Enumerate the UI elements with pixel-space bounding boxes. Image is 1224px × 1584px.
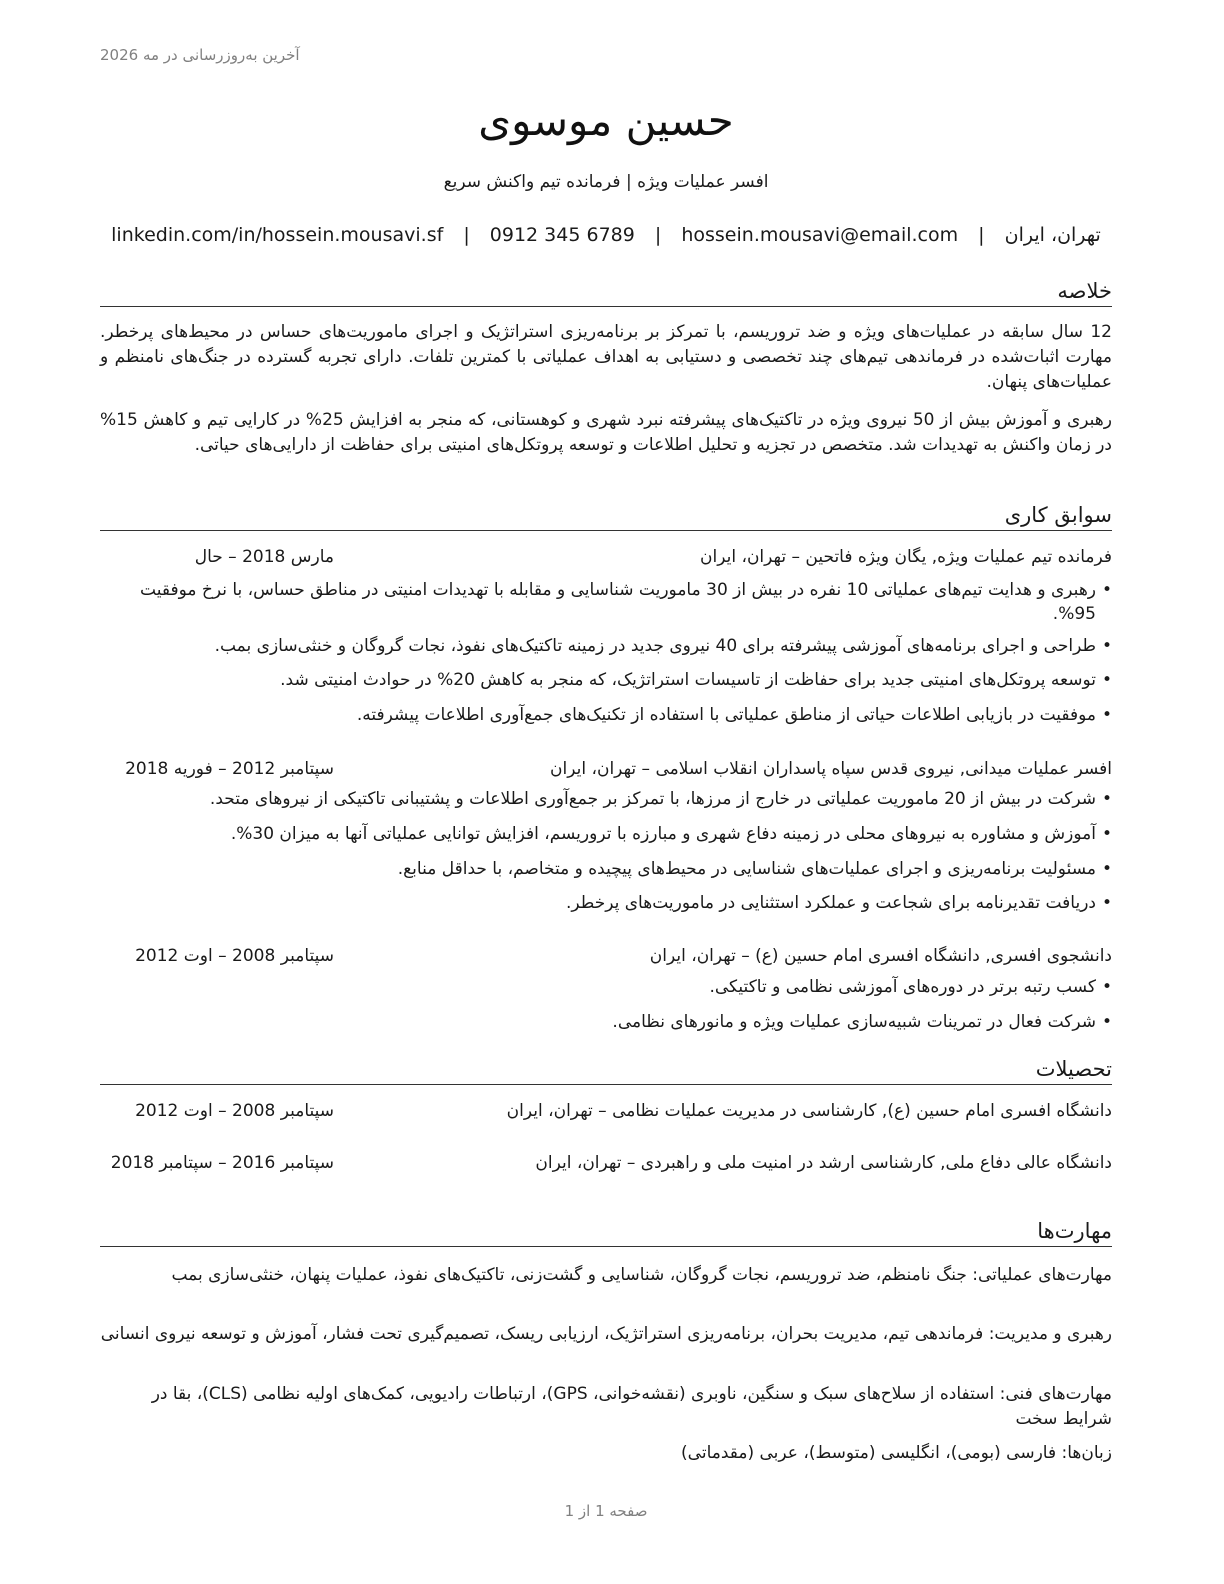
education-dates: سپتامبر 2008 – اوت 2012 xyxy=(135,1101,334,1121)
job-bullet: • شرکت فعال در تمرینات شبیه‌سازی عملیات ویژه و مانورهای نظامی. xyxy=(112,1010,1112,1034)
summary-paragraph: رهبری و آموزش بیش از 50 نیروی ویژه در تاکتیک‌های پیشرفته نبرد شهری و کوهستانی، که منجر به افزایش 25% در کارایی تیم و کاهش 15% در زمان واکنش به تهدیدات شد. متخصص در تجزیه و تحلیل اطلاعات و توسعه پروتکل‌های امنیتی برای حفاظت از دارایی‌های حیاتی. xyxy=(100,410,1112,455)
job-bullet: • آموزش و مشاوره به نیروهای محلی در زمینه دفاع شهری و مبارزه با تروریسم، افزایش توانایی عملیاتی آنها به میزان 30%. xyxy=(112,822,1112,846)
job-bullet: • رهبری و هدایت تیم‌های عملیاتی 10 نفره در بیش از 30 ماموریت شناسایی و مقابله با تهدیدات امنیتی در مناطق حساس، با نرخ موفقیت 95%. xyxy=(112,578,1112,626)
job-dates: سپتامبر 2012 – فوریه 2018 xyxy=(125,759,334,779)
job-bullet: • توسعه پروتکل‌های امنیتی جدید برای حفاظت از تاسیسات استراتژیک، که منجر به کاهش 20% در حوادث امنیتی شد. xyxy=(112,668,1112,692)
contact-location: تهران، ایران xyxy=(1004,224,1101,246)
job-subtitle: افسر عملیات ویژه | فرمانده تیم واکنش سریع xyxy=(443,172,769,192)
job-title: افسر عملیات میدانی, نیروی قدس سپاه پاسداران انقلاب اسلامی – تهران، ایران xyxy=(550,759,1112,779)
education-dates: سپتامبر 2016 – سپتامبر 2018 xyxy=(110,1153,334,1173)
job-bullet: • دریافت تقدیرنامه برای شجاعت و عملکرد استثنایی در ماموریت‌های پرخطر. xyxy=(112,891,1112,915)
job-bullet: • مسئولیت برنامه‌ریزی و اجرای عملیات‌های شناسایی در محیط‌های پیچیده و متخاصم، با حداقل منابع. xyxy=(112,857,1112,881)
job-title: دانشجوی افسری, دانشگاه افسری امام حسین (ع) – تهران، ایران xyxy=(649,946,1112,966)
page-number: صفحه 1 از 1 xyxy=(564,1502,648,1520)
skill-line: مهارت‌های فنی: استفاده از سلاح‌های سبک و سنگین، ناوبری (نقشه‌خوانی، GPS)، ارتباطات رادیویی، کمک‌های اولیه نظامی (CLS)، بقا در شرایط سخت xyxy=(151,1384,1112,1429)
contact-separator: | xyxy=(978,224,985,246)
contact-separator: | xyxy=(463,224,470,246)
skill-line: مهارت‌های عملیاتی: جنگ نامنظم، ضد تروریسم، نجات گروگان، شناسایی و گشت‌زنی، تاکتیک‌های نفوذ، عملیات پنهان، خنثی‌سازی بمب xyxy=(171,1265,1112,1285)
education-title: دانشگاه عالی دفاع ملی, کارشناسی ارشد در امنیت ملی و راهبردی – تهران، ایران xyxy=(535,1153,1112,1173)
section-title-education: تحصیلات xyxy=(100,1056,1112,1085)
job-dates: سپتامبر 2008 – اوت 2012 xyxy=(135,946,334,966)
contact-phone[interactable]: 0912 345 6789 xyxy=(489,224,635,246)
job-bullet: • موفقیت در بازیابی اطلاعات حیاتی از مناطق عملیاتی با استفاده از تکنیک‌های جمع‌آوری اطلاعات پیشرفته. xyxy=(112,703,1112,727)
job-title: فرمانده تیم عملیات ویژه, یگان ویژه فاتحین – تهران، ایران xyxy=(700,547,1112,567)
summary-paragraph: 12 سال سابقه در عملیات‌های ویژه و ضد تروریسم، با تمرکز بر برنامه‌ریزی استراتژیک و اجرای ماموریت‌های حساس در محیط‌های پرخطر. مهارت اثبات‌شده در فرماندهی تیم‌های چند تخصصی و دستیابی به اهداف عملیاتی با کمترین تلفات. دارای تجربه گسترده در جنگ‌های نامنظم و عملیات‌های پنهان. xyxy=(100,322,1112,392)
contact-email[interactable]: hossein.mousavi@email.com xyxy=(681,224,959,246)
contact-linkedin[interactable]: linkedin.com/in/hossein.mousavi.sf xyxy=(111,224,444,246)
skill-line: رهبری و مدیریت: فرماندهی تیم، مدیریت بحران، برنامه‌ریزی استراتژیک، ارزیابی ریسک، تصمیم‌گیری تحت فشار، آموزش و توسعه نیروی انسانی xyxy=(100,1324,1112,1344)
job-dates: مارس 2018 – حال xyxy=(194,547,334,567)
resume-page xyxy=(100,0,1112,1584)
contact-line xyxy=(100,224,1112,246)
section-title-skills: مهارت‌ها xyxy=(100,1218,1112,1247)
section-title-experience: سوابق کاری xyxy=(100,502,1112,531)
job-bullet: • طراحی و اجرای برنامه‌های آموزشی پیشرفته برای 40 نیروی جدید در زمینه تاکتیک‌های نفوذ، نجات گروگان و خنثی‌سازی بمب. xyxy=(112,634,1112,658)
skill-line: زبان‌ها: فارسی (بومی)، انگلیسی (متوسط)، عربی (مقدماتی) xyxy=(681,1443,1112,1463)
education-title: دانشگاه افسری امام حسین (ع), کارشناسی در مدیریت عملیات نظامی – تهران، ایران xyxy=(506,1101,1112,1121)
candidate-name: حسین موسوی xyxy=(478,96,734,145)
job-bullet: • کسب رتبه برتر در دوره‌های آموزشی نظامی و تاکتیکی. xyxy=(112,975,1112,999)
job-bullet: • شرکت در بیش از 20 ماموریت عملیاتی در خارج از مرزها، با تمرکز بر جمع‌آوری اطلاعات و پشتیبانی تاکتیکی از نیروهای متحد. xyxy=(112,787,1112,811)
last-updated: آخرین به‌روزرسانی در مه 2026 xyxy=(100,46,300,64)
section-title-summary: خلاصه xyxy=(100,278,1112,307)
contact-separator: | xyxy=(654,224,662,246)
